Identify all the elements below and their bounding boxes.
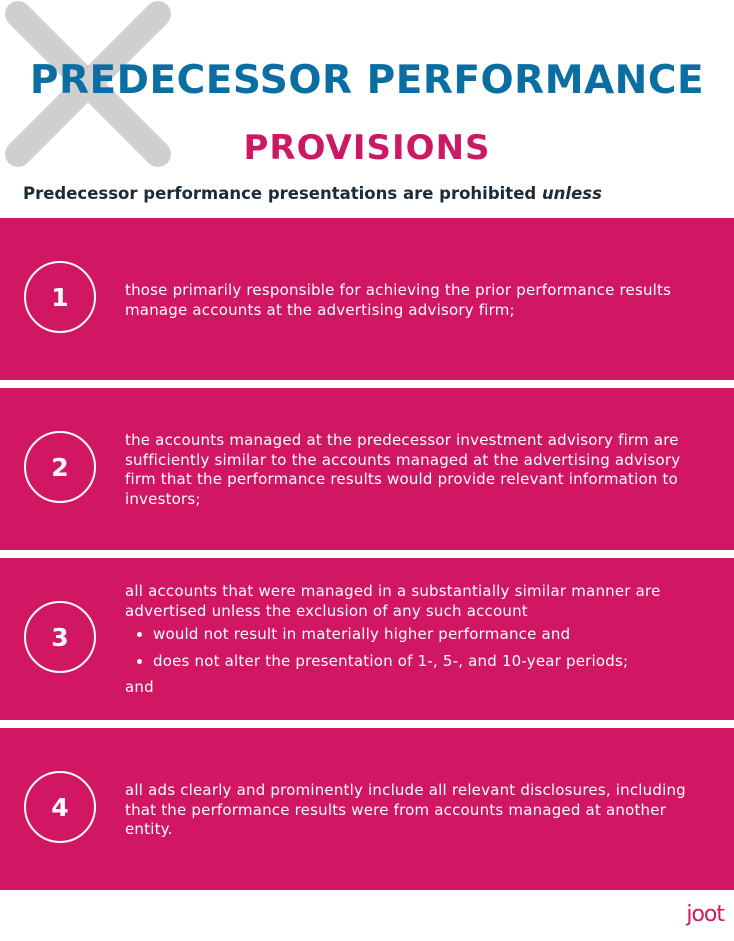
bullet-item: • does not alter the presentation of 1-, 5-, and 10-year periods; <box>153 652 705 672</box>
subtitle <box>23 184 602 203</box>
number-badge: 3 <box>24 601 96 673</box>
bullet-item: • would not result in materially higher performance and <box>153 625 705 645</box>
provision-text: the accounts managed at the predecessor investment advisory firm are sufficiently similar to the accounts managed at the advertising advisory firm that the performance results would provide relevant information to investors; <box>125 431 681 508</box>
number-badge: 2 <box>24 431 96 503</box>
provision-bullets <box>125 625 705 671</box>
provision-4 <box>0 728 734 890</box>
provision-tail: and <box>125 678 154 696</box>
subtitle-text: Predecessor performance presentations are prohibited <box>23 184 542 203</box>
number-badge: 4 <box>24 771 96 843</box>
title-line-2: PROVISIONS <box>243 128 491 168</box>
title-line-1: PREDECESSOR PERFORMANCE <box>29 58 705 103</box>
provision-2 <box>0 388 734 550</box>
brand-logo: joot <box>686 902 724 927</box>
provision-intro: all accounts that were managed in a substantially similar manner are advertised unless the exclusion of any such account <box>125 582 661 620</box>
number-badge: 1 <box>24 261 96 333</box>
provision-text: all ads clearly and prominently include all relevant disclosures, including that the performance results were from accounts managed at another entity. <box>125 781 686 838</box>
provision-1 <box>0 218 734 380</box>
provision-text: those primarily responsible for achieving the prior performance results manage accounts at the advertising advisory firm; <box>125 281 672 319</box>
provision-3 <box>0 558 734 720</box>
provision-text <box>125 582 705 698</box>
subtitle-emphasis: unless <box>541 184 602 203</box>
